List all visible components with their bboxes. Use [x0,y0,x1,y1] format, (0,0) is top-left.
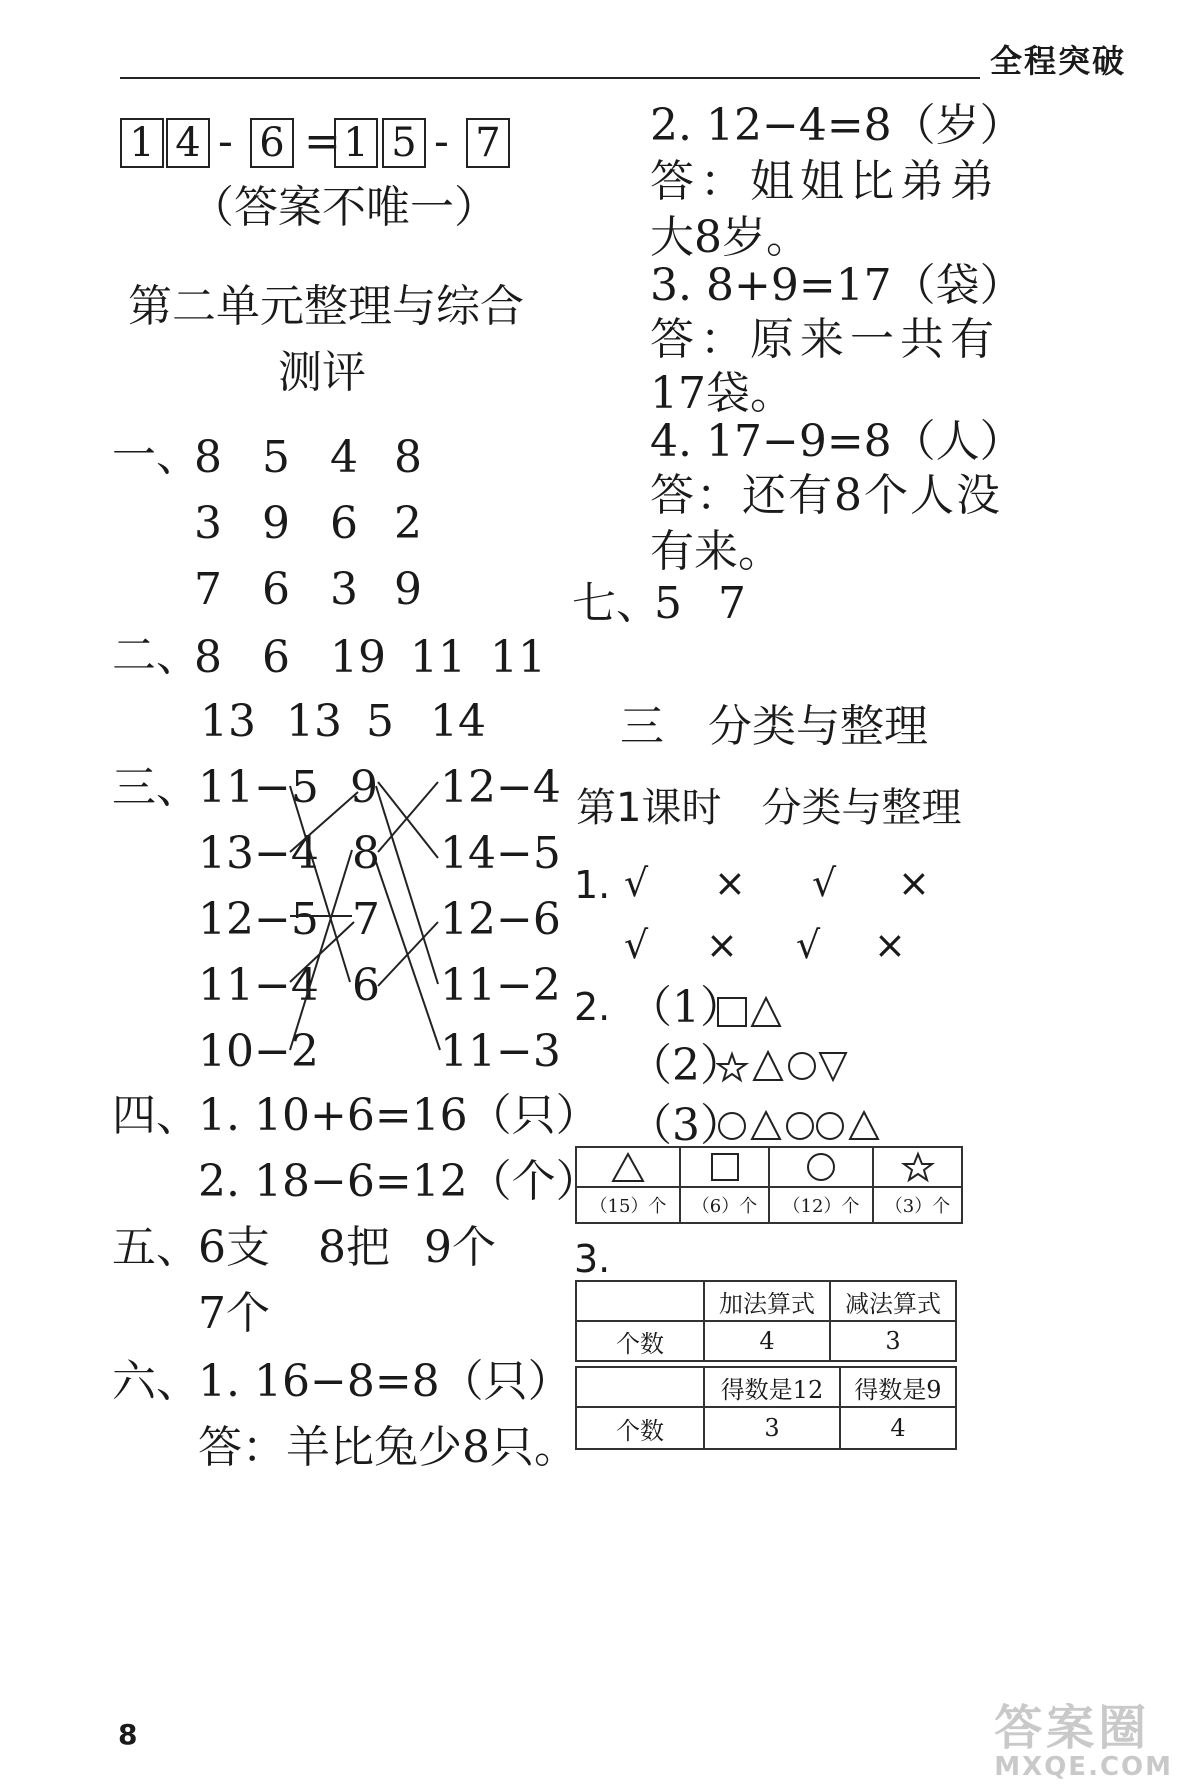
table-value: 3 [830,1321,956,1361]
circle-icon [808,1154,834,1180]
q5-item: 9个 [424,1222,496,1273]
q1-value: 8 [394,432,422,483]
q2-value: 14 [430,696,486,747]
q3-middle-value: 8 [352,828,380,879]
table-empty-cell [576,1367,704,1407]
q1-value: 6 [262,564,290,615]
q5-item: 6支 [198,1222,270,1273]
star-icon [718,1054,746,1080]
circle-icon [817,1113,843,1139]
q1-value: 7 [194,564,222,615]
q6-answer: 答：姐姐比弟弟 [650,156,1000,207]
triangle-icon [752,1112,780,1139]
q5-item: 7个 [198,1288,270,1339]
check-mark: √ [796,923,821,967]
u3-q3-table2 [575,1366,957,1450]
equation-box: 1 [120,118,164,168]
check-mark: √ [812,861,837,905]
q7-label: 七、 [572,578,660,629]
equation-operator: - [218,116,233,167]
q3-left-expr: 12−5 [198,894,319,945]
q5-item: 8把 [318,1222,390,1273]
u3-q3-table1 [575,1280,957,1362]
q2-value: 8 [194,632,222,683]
triangle-down-icon [820,1053,846,1080]
table-empty-cell [576,1281,704,1321]
q2-value: 11 [490,632,546,683]
q4-item: 1. 10+6=16（只） [198,1090,600,1141]
q3-middle-value: 7 [352,894,380,945]
q1-value: 9 [262,498,290,549]
q2-value: 11 [410,632,466,683]
table-shape-cell [576,1147,680,1187]
q1-value: 5 [262,432,290,483]
q2-value: 5 [366,696,394,747]
u3-q2-count-table [575,1146,963,1224]
equation-box: 1 [334,118,378,168]
cross-mark: × [714,861,746,905]
q3-left-expr: 11−5 [198,762,319,813]
cross-mark: × [898,861,930,905]
q2-value: 13 [200,696,256,747]
q6-answer: 17袋。 [650,368,794,419]
circle-icon [789,1053,815,1079]
q6-equation: 1. 16−8=8（只） [198,1356,572,1407]
u3-q3-label: 3. [574,1237,611,1281]
table-count-cell: （6）个 [680,1187,769,1223]
q6-answer: 答：羊比兔少8只。 [198,1422,578,1473]
q5-label: 五、 [112,1222,200,1273]
u3-q2-label: 2. [574,985,611,1029]
table-shape-cell [873,1147,962,1187]
q3-right-expr: 12−6 [440,894,561,945]
brand-title: 全程突破 [990,42,1127,80]
watermark-url: MXQE.COM [994,1752,1173,1782]
unit2-title-line2: 测评 [278,347,366,398]
q2-value: 13 [286,696,342,747]
q3-label: 三、 [112,762,200,813]
check-mark: √ [624,923,649,967]
q7-value: 5 [654,578,682,629]
equation-operator: - [434,116,449,167]
q1-value: 3 [330,564,358,615]
equation-box: 6 [250,118,294,168]
table-value: 4 [840,1407,956,1449]
q4-item: 2. 18−6=12（个） [198,1156,600,1207]
q3-middle-value: 6 [352,960,380,1011]
table-header: 减法算式 [830,1281,956,1321]
q1-value: 4 [330,432,358,483]
q3-right-expr: 11−3 [440,1026,561,1077]
q2-value: 19 [330,632,386,683]
q1-value: 9 [394,564,422,615]
circle-icon [787,1113,813,1139]
table-row-label: 个数 [576,1407,704,1449]
triangle-icon [754,1052,782,1080]
u3-q2-sub-label: （3） [628,1100,744,1151]
triangle-icon [752,998,780,1026]
unit3-lesson-title: 第1课时 分类与整理 [576,785,962,831]
equation-box: 5 [382,118,426,168]
equation-box: 7 [466,118,510,168]
q3-left-expr: 10−2 [198,1026,319,1077]
table-shape-cell [769,1147,873,1187]
table-count-cell: （12）个 [769,1187,873,1223]
triangle-icon [850,1112,878,1139]
table-header: 加法算式 [704,1281,830,1321]
table-count-cell: （3）个 [873,1187,962,1223]
q3-left-expr: 11−4 [198,960,319,1011]
q4-label: 四、 [112,1090,200,1141]
table-header: 得数是12 [704,1367,840,1407]
watermark-logo: 答案圈 [994,1700,1151,1756]
q1-value: 8 [194,432,222,483]
equation-equals: = [304,116,341,167]
u3-q2-sub-label: （1） [628,982,744,1033]
table-count-cell: （15）个 [576,1187,680,1223]
q2-label: 二、 [112,630,200,681]
q7-value: 7 [718,578,746,629]
star-icon [904,1154,932,1180]
circle-icon [719,1113,745,1139]
table-value: 4 [704,1321,830,1361]
q1-value: 2 [394,498,422,549]
triangle-icon [613,1154,643,1181]
q6-answer: 答：原来一共有 [650,314,1000,365]
q6-equation: 3. 8+9=17（袋） [650,260,1024,311]
q6-answer: 有来。 [650,526,782,577]
watermark [994,1700,1173,1782]
q1-value: 6 [330,498,358,549]
unit2-title-line1: 第二单元整理与综合 [128,281,524,332]
u3-q2-sub-label: （2） [628,1040,744,1091]
q3-right-expr: 14−5 [440,828,561,879]
equation-note: （答案不唯一） [190,182,498,233]
cross-mark: × [874,923,906,967]
q3-match-lines [0,0,600,1100]
square-icon [718,998,746,1026]
table-shape-cell [680,1147,769,1187]
u3-q1-label: 1. [574,863,611,907]
q6-answer: 大8岁。 [650,212,810,263]
q1-value: 3 [194,498,222,549]
q6-equation: 4. 17−9=8（人） [650,416,1024,467]
table-header: 得数是9 [840,1367,956,1407]
table-value: 3 [704,1407,840,1449]
q6-equation: 2. 12−4=8（岁） [650,100,1024,151]
q2-value: 6 [262,632,290,683]
q3-right-expr: 11−2 [440,960,561,1011]
check-mark: √ [624,861,649,905]
page-number: 8 [118,1718,138,1751]
square-icon [712,1154,738,1180]
q3-left-expr: 13−4 [198,828,319,879]
q6-label: 六、 [112,1356,200,1407]
q3-middle-value: 9 [350,762,378,813]
equation-box: 4 [166,118,210,168]
q3-right-expr: 12−4 [440,762,561,813]
q1-label: 一、 [112,430,200,481]
unit3-title: 三 分类与整理 [620,701,928,752]
u3-q2-shape-sequences [716,996,886,1146]
table-row-label: 个数 [576,1321,704,1361]
q6-answer: 答：还有8个人没 [650,470,1002,521]
cross-mark: × [706,923,738,967]
